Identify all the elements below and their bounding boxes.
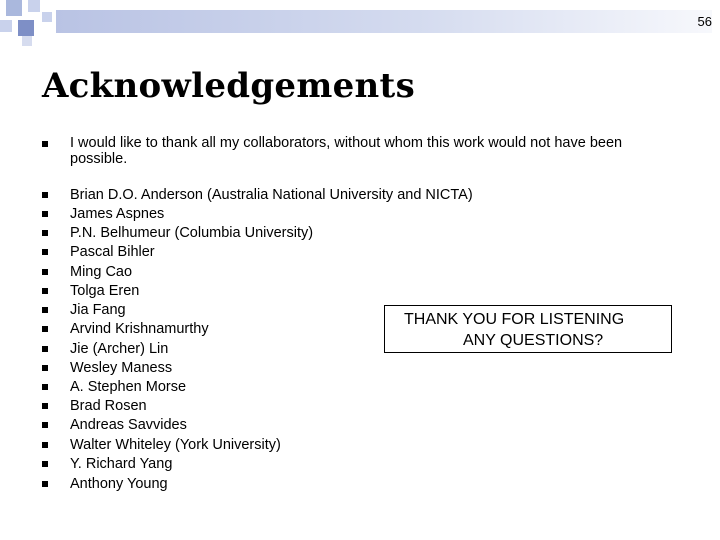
collaborator-name: Walter Whiteley (York University) [70, 437, 281, 453]
collaborator-name: James Aspnes [70, 206, 165, 222]
collaborator-name: Brian D.O. Anderson (Australia National University and NICTA) [70, 187, 473, 203]
bullet-icon [42, 461, 48, 467]
collaborator-name: A. Stephen Morse [70, 379, 187, 395]
collaborator-name: Tolga Eren [70, 283, 140, 299]
corner-squares-decoration [0, 0, 60, 46]
bullet-icon [42, 422, 48, 428]
bullet-icon [42, 249, 48, 255]
callout-questions-text: ANY QUESTIONS? [463, 332, 604, 349]
callout-thank-you-text: THANK YOU FOR LISTENING [404, 311, 625, 328]
bullet-icon [42, 211, 48, 217]
bullet-icon [42, 403, 48, 409]
page-number: 56 [697, 14, 712, 29]
header-gradient-band [56, 10, 712, 33]
bullet-icon [42, 346, 48, 352]
bullet-icon [42, 269, 48, 275]
intro-text: I would like to thank all my collaborators, without whom this work would not have been possible. [70, 135, 623, 167]
collaborator-name: Pascal Bihler [70, 244, 155, 260]
collaborator-name: Y. Richard Yang [70, 456, 173, 472]
bullet-icon [42, 192, 48, 198]
slide-title: Acknowledgements [42, 66, 416, 106]
bullet-icon [42, 288, 48, 294]
bullet-icon [42, 442, 48, 448]
collaborator-name: Brad Rosen [70, 398, 147, 414]
thank-you-callout-box [384, 305, 672, 353]
collaborator-name: Jie (Archer) Lin [70, 341, 169, 357]
bullet-icon [42, 481, 48, 487]
collaborator-name: Jia Fang [70, 302, 126, 318]
bullet-icon [42, 141, 48, 147]
collaborator-name: P.N. Belhumeur (Columbia University) [70, 225, 314, 241]
bullet-icon [42, 307, 48, 313]
collaborator-name: Andreas Savvides [70, 417, 187, 433]
collaborator-name: Arvind Krishnamurthy [70, 321, 209, 337]
bullet-icon [42, 384, 48, 390]
collaborator-name: Anthony Young [70, 476, 168, 492]
bullet-icon [42, 365, 48, 371]
bullet-icon [42, 326, 48, 332]
bullet-icon [42, 230, 48, 236]
collaborator-name: Ming Cao [70, 264, 133, 280]
collaborator-name: Wesley Maness [70, 360, 173, 376]
